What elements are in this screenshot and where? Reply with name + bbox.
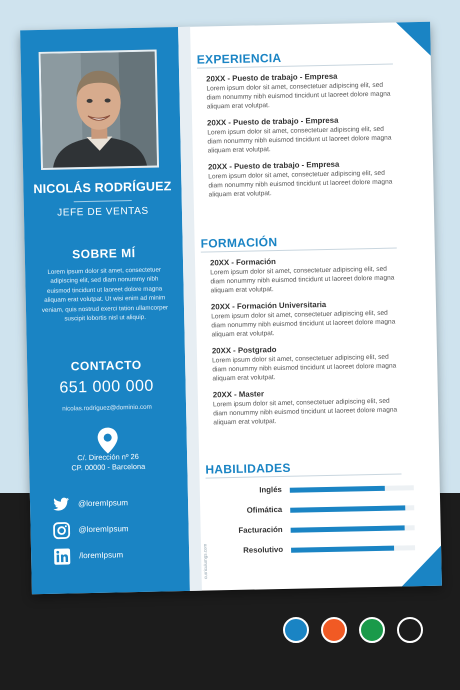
education-item-title: 20XX - Postgrado — [211, 345, 277, 356]
skill-bar-track — [291, 525, 415, 533]
skill-bar-track — [290, 505, 414, 513]
linkedin-icon — [53, 547, 71, 565]
color-swatch-orange[interactable] — [321, 617, 347, 643]
name-divider — [74, 200, 132, 202]
address-line-1: C/. Dirección nº 26 — [77, 451, 139, 463]
education-item — [211, 298, 404, 340]
about-heading: SOBRE MÍ — [72, 245, 136, 262]
color-swatch-black[interactable] — [397, 617, 423, 643]
resume-sidebar — [20, 27, 190, 594]
education-item — [210, 254, 403, 296]
linkedin-handle: /loremIpsum — [79, 550, 124, 561]
social-linkedin[interactable] — [53, 545, 173, 566]
contact-address — [29, 451, 187, 474]
twitter-handle: @loremIpsum — [77, 498, 129, 509]
experience-heading: EXPERIENCIA — [196, 50, 282, 67]
skill-bar-fill — [290, 505, 405, 512]
profile-job-title: JEFE DE VENTAS — [57, 205, 149, 219]
contact-email[interactable]: nicolas.rodriguez@dominio.com — [62, 403, 152, 413]
education-item — [212, 342, 405, 384]
skill-name: Resolutivo — [243, 544, 284, 555]
social-instagram[interactable] — [52, 519, 172, 540]
instagram-icon — [52, 521, 70, 539]
skill-name: Ofimática — [246, 504, 283, 515]
contact-phone: 651 000 000 — [59, 377, 155, 397]
experience-item-text: Lorem ipsum dolor sit amet, consectetuer adipiscing elit, sed diam nonummy nibh euismod tincidunt ut laoreet dolore magna aliquam erat volutpat. — [208, 169, 393, 199]
skill-row — [219, 522, 415, 538]
skill-bar-track — [291, 545, 415, 553]
profile-name: NICOLÁS RODRÍGUEZ — [33, 179, 172, 197]
skill-bar-fill — [291, 546, 394, 553]
skill-bar-fill — [291, 525, 405, 532]
experience-item-title: 20XX - Puesto de trabajo - Empresa — [206, 71, 338, 84]
skill-row — [219, 542, 415, 558]
education-item-text: Lorem ipsum dolor sit amet, consectetuer adipiscing elit, sed diam nonummy nibh euismod tincidunt ut laoreet dolore magna aliquam erat volutpat. — [210, 265, 395, 295]
education-item — [213, 386, 406, 428]
color-swatch-green[interactable] — [359, 617, 385, 643]
experience-item-text: Lorem ipsum dolor sit amet, consectetuer adipiscing elit, sed diam nonummy nibh euismod tincidunt ut laoreet dolore magna aliquam erat volutpat. — [206, 81, 391, 111]
skills-heading: HABILIDADES — [205, 460, 291, 477]
profile-photo — [39, 50, 159, 170]
education-item-text: Lorem ipsum dolor sit amet, consectetuer adipiscing elit, sed diam nonummy nibh euismod tincidunt ut laoreet dolore magna aliquam erat volutpat. — [212, 397, 398, 427]
skill-name: Facturación — [238, 524, 283, 535]
experience-item — [207, 114, 400, 156]
education-item-title: 20XX - Master — [212, 389, 265, 400]
education-item-title: 20XX - Formación Universitaria — [210, 300, 327, 312]
experience-item-title: 20XX - Puesto de trabajo - Empresa — [207, 115, 339, 128]
skill-row — [218, 502, 414, 518]
social-twitter[interactable] — [52, 493, 172, 514]
experience-item — [206, 70, 399, 112]
credit-text: curriculumgs.com — [202, 543, 209, 580]
twitter-icon — [52, 495, 70, 513]
resume-page — [20, 22, 442, 594]
skill-name: Inglés — [259, 484, 282, 495]
instagram-handle: @loremIpsum — [78, 524, 129, 535]
skill-bar-fill — [290, 486, 386, 493]
education-item-text: Lorem ipsum dolor sit amet, consectetuer adipiscing elit, sed diam nonummy nibh euismod tincidunt ut laoreet dolore magna aliquam erat volutpat. — [211, 309, 396, 339]
about-text: Lorem ipsum dolor sit amet, consectetuer adipiscing elit, sed diam nonummy nibh euismod tincidunt ut laoreet dolore magna aliquam erat volutpat. Ut wisi enim ad minim veniam, quis nostrud exerci tation ullamcorper suscipit lobortis nisl ut aliquip. — [41, 266, 169, 323]
skill-row — [218, 482, 414, 498]
education-item-title: 20XX - Formación — [209, 257, 276, 268]
education-item-text: Lorem ipsum dolor sit amet, consectetuer adipiscing elit, sed diam nonummy nibh euismod tincidunt ut laoreet dolore magna aliquam erat volutpat. — [212, 353, 397, 383]
corner-decoration-top — [396, 22, 431, 57]
contact-heading: CONTACTO — [70, 357, 142, 374]
experience-item-title: 20XX - Puesto de trabajo - Empresa — [207, 159, 340, 172]
experience-item-text: Lorem ipsum dolor sit amet, consectetuer adipiscing elit, sed diam nonummy nibh euismod tincidunt ut laoreet dolore magna aliquam erat volutpat. — [207, 125, 392, 155]
experience-item — [208, 158, 401, 200]
address-line-2: CP. 00000 - Barcelona — [71, 461, 146, 473]
skill-bar-track — [290, 485, 414, 493]
location-pin-icon — [95, 426, 120, 454]
color-swatch-blue[interactable] — [283, 617, 309, 643]
credit-watermark — [200, 515, 209, 585]
profile-photo-illustration — [41, 52, 157, 168]
education-heading: FORMACIÓN — [200, 235, 278, 251]
